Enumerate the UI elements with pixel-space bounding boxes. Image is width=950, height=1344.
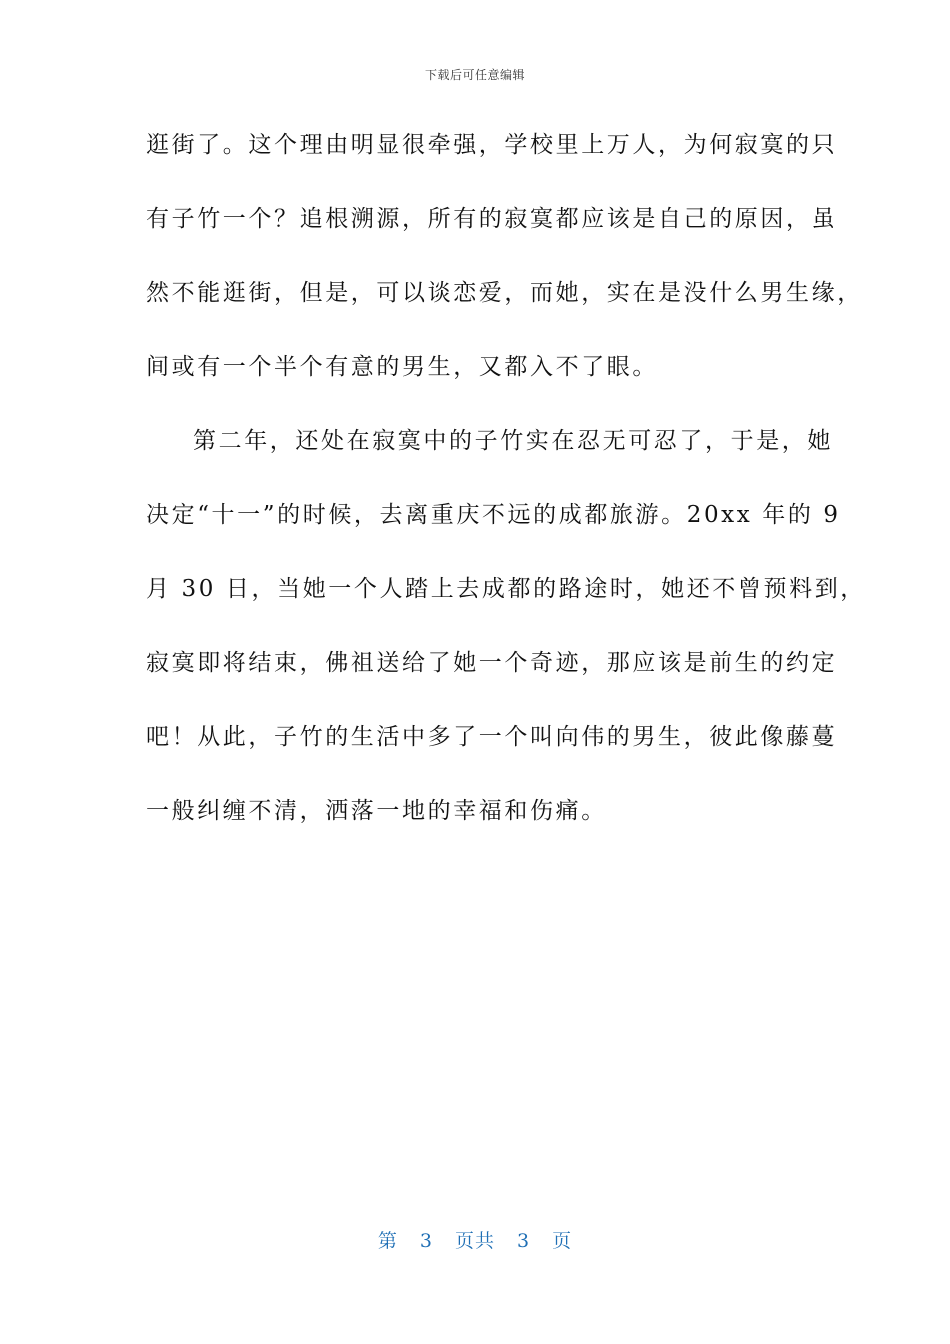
text-line: 寂寞即将结束，佛祖送给了她一个奇迹，那应该是前生的约定 <box>146 650 838 676</box>
footer-label-di: 第 <box>377 1230 398 1252</box>
page-header: 下载后可任意编辑 <box>424 68 525 82</box>
text-line: 吧！从此，子竹的生活中多了一个叫向伟的男生，彼此像藤蔓 <box>146 724 838 750</box>
text-line: 逛街了。这个理由明显很牵强，学校里上万人，为何寂寞的只 <box>146 132 838 158</box>
text-line: 决定“十一”的时候，去离重庆不远的成都旅游。20xx 年的 9 <box>146 502 841 528</box>
footer-total-pages: 3 <box>517 1230 531 1252</box>
footer-label-ye-gong: 页共 <box>454 1230 495 1252</box>
text-line-paragraph-start: 第二年，还处在寂寞中的子竹实在忍无可忍了，于是，她 <box>193 428 833 454</box>
text-line: 月 30 日，当她一个人踏上去成都的路途时，她还不曾预料到， <box>146 576 866 602</box>
footer-current-page: 3 <box>419 1230 433 1252</box>
text-line: 一般纠缠不清，洒落一地的幸福和伤痛。 <box>146 798 607 824</box>
text-line: 间或有一个半个有意的男生，又都入不了眼。 <box>146 354 658 380</box>
text-line: 有子竹一个？追根溯源，所有的寂寞都应该是自己的原因，虽 <box>146 206 838 232</box>
footer-label-ye: 页 <box>552 1230 573 1252</box>
page-footer <box>0 1226 950 1253</box>
text-line: 然不能逛街，但是，可以谈恋爱，而她，实在是没什么男生缘， <box>146 280 863 306</box>
document-body <box>146 118 866 858</box>
